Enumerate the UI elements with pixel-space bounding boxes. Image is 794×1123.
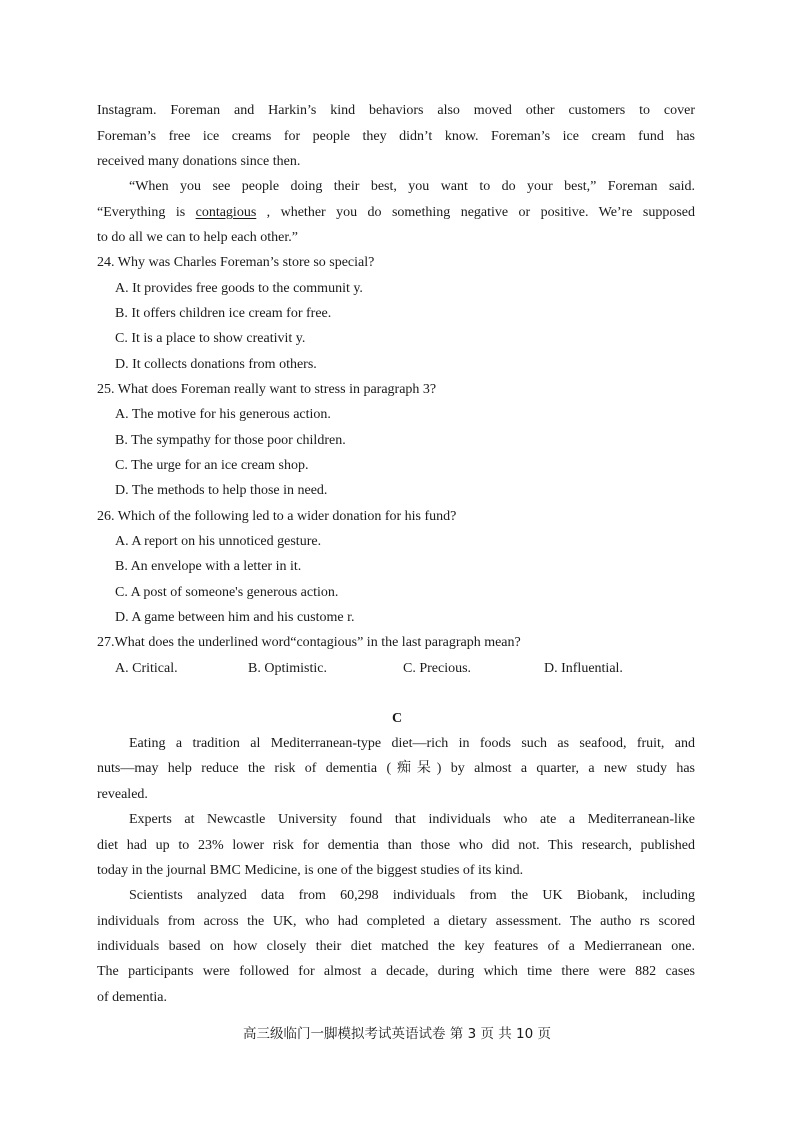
- question-27-option-b: B. Optimistic.: [248, 661, 327, 676]
- passage-c-p2-line: Experts at Newcastle University found that individuals who ate a Mediterranean-like: [129, 812, 695, 827]
- question-24-option-c: C. It is a place to show creativit y.: [115, 331, 306, 346]
- passage-c-heading: C: [391, 711, 403, 726]
- question-27-stem: 27.What does the underlined word“contagious” in the last paragraph mean?: [97, 635, 521, 650]
- question-26-option-d: D. A game between him and his custome r.: [115, 610, 355, 625]
- question-25-option-b: B. The sympathy for those poor children.: [115, 433, 346, 448]
- question-25-stem: 25. What does Foreman really want to stress in paragraph 3?: [97, 382, 437, 397]
- passage-b-line: Foreman’s free ice creams for people they didn’t know. Foreman’s ice cream fund has: [97, 129, 695, 144]
- question-25-option-d: D. The methods to help those in need.: [115, 483, 328, 498]
- question-26-option-c: C. A post of someone's generous action.: [115, 585, 339, 600]
- question-27-option-c: C. Precious.: [403, 661, 472, 676]
- passage-c-p3-line: individuals based on how closely their diet matched the key features of a Medierranean one.: [97, 939, 695, 954]
- quote-text-after: , whether you do something negative or positive. We’re supposed: [256, 205, 695, 220]
- passage-b-quote-line: “When you see people doing their best, you want to do your best,” Foreman said.: [129, 179, 695, 194]
- passage-c-p3-line: individuals from across the UK, who had completed a dietary assessment. The autho rs scored: [97, 914, 695, 929]
- question-26-option-b: B. An envelope with a letter in it.: [115, 559, 302, 574]
- passage-c-p3-line: of dementia.: [97, 990, 167, 1005]
- question-24-stem: 24. Why was Charles Foreman’s store so special?: [97, 255, 375, 270]
- passage-c-p1-line: revealed.: [97, 787, 148, 802]
- passage-b-quote-line: [97, 204, 695, 222]
- underlined-word-contagious: contagious: [195, 205, 257, 220]
- passage-b-line: Instagram. Foreman and Harkin’s kind behaviors also moved other customers to cover: [97, 103, 695, 118]
- passage-b-line: received many donations since then.: [97, 154, 301, 169]
- question-27-option-a: A. Critical.: [115, 661, 178, 676]
- question-27-option-d: D. Influential.: [544, 661, 623, 676]
- passage-c-p3-line: The participants were followed for almost a decade, during which time there were 882 cases: [97, 964, 695, 979]
- passage-c-p2-line: today in the journal BMC Medicine, is one of the biggest studies of its kind.: [97, 863, 524, 878]
- question-24-option-b: B. It offers children ice cream for free.: [115, 306, 332, 321]
- question-24-option-d: D. It collects donations from others.: [115, 357, 317, 372]
- question-25-option-a: A. The motive for his generous action.: [115, 407, 331, 422]
- page-footer: 高三级临门一脚模拟考试英语试卷 第 3 页 共 10 页: [242, 1026, 551, 1042]
- passage-c-p1-line: Eating a tradition al Mediterranean-type diet—rich in foods such as seafood, fruit, and: [129, 736, 695, 751]
- passage-c-p1-line: nuts—may help reduce the risk of dementia (痴呆) by almost a quarter, a new study has: [97, 761, 695, 776]
- passage-c-p2-line: diet had up to 23% lower risk for dementia than those who did not. This research, published: [97, 838, 695, 853]
- question-26-stem: 26. Which of the following led to a wider donation for his fund?: [97, 509, 457, 524]
- question-26-option-a: A. A report on his unnoticed gesture.: [115, 534, 322, 549]
- quote-text-before: “Everything is: [97, 205, 196, 220]
- question-24-option-a: A. It provides free goods to the communit y.: [115, 281, 363, 296]
- passage-b-line: to do all we can to help each other.”: [97, 230, 298, 245]
- passage-c-p3-line: Scientists analyzed data from 60,298 individuals from the UK Biobank, including: [129, 888, 695, 903]
- question-25-option-c: C. The urge for an ice cream shop.: [115, 458, 309, 473]
